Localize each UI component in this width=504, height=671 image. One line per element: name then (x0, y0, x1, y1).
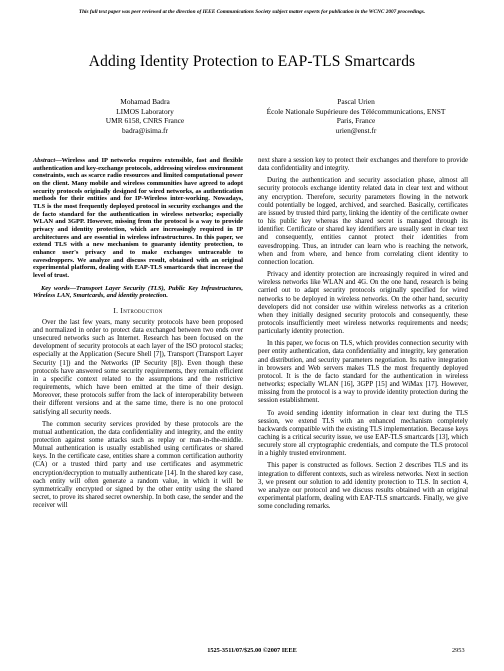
author-affiliation: LIMOS Laboratory (116, 106, 174, 116)
left-column (33, 157, 243, 514)
body-paragraph: To avoid sending identity information in clear text during the TLS session, we extend TLS with an enhanced mechanism completely backwards compatible with the existing TLS implementation. Because keys caching is a critical security issue, we use EAP-TLS smartcards [13], which securely store all cryptographic credentials, and compute the TLS protocol in a highly trusted environment. (258, 409, 468, 458)
body-paragraph: next share a session key to protect their exchanges and therefore to provide data confidentiality and integrity. (258, 157, 468, 173)
author-name: Mohamad Badra (120, 97, 170, 106)
abstract (33, 157, 243, 280)
paper-title: Adding Identity Protection to EAP-TLS Smartcards (88, 53, 416, 70)
body-paragraph: Privacy and identity protection are increasingly required in wired and wireless networks like WLAN and 4G. On the one hand, research is being carried out to adapt security protocols originally specified for wired networks to be deployed in wireless networks. On the other hand, security developers did not consider use within wireless networks as a criterion when they initially designed security protocols and consequently, these protocols insufficiently meet wireless networks requirements and needs; particularly identity protection. (258, 271, 468, 336)
body-paragraph: In this paper, we focus on TLS, which provides connection security with peer entity authentication, data confidentiality and integrity, key generation and distribution, and security parameters negotiation. Its native integration in browsers and Web servers makes TLS the most frequently deployed protocol. It is the de facto standard for the authentication in wireless networks; especially WLAN [16], 3GPP [15] and WiMax [17]. However, missing from the protocol is a way to provide identity protection during the session establishment. (258, 340, 468, 405)
author-affiliation: Paris, France (336, 116, 376, 126)
peer-review-note: This full text paper was peer reviewed at the direction of IEEE Communications Society subject matter experts for publication in the WCNC 2007 proceedings. (78, 9, 426, 15)
body-paragraph: The common security services provided by these protocols are the mutual authentication, the data confidentiality and integrity, and the entity protection against some attacks such as replay or man-in-the-middle. Mutual authentication is usually established using certificates or shared keys. In the certificate case, entities share a common certification authority (CA) or a trusted third party and use certificates and asymmetric encryption/decryption to mutually authenticate [14]. In the shared key case, each entity will often generate a random value, in which it will be symmetrically encrypted or signed by the other entity using the shared secret, to prove its shared secret ownership. In both case, the sender and the receiver will (33, 420, 243, 510)
author-block-1 (70, 97, 220, 135)
author-email: badra@isima.fr (121, 125, 168, 135)
abstract-text: —Wireless and IP networks requires extensible, fast and flexible authentication and key-exchange protocols, addressing wireless environment constraints, such as scarce radio resources and limited computational power on the client. Many mobile and wireless communities have agreed to adopt security protocols originally designed for wired networks, as authentication methods for their entities and for IP-Wireless inter-working. Nowadays, TLS is the most frequently deployed protocol in security exchanges and the de facto standard for the authentication in wireless networks; especially WLAN and 3GPP. However, missing from the protocol is a way to provide privacy and identity protection, which are increasingly required in IP architectures and are essential in wireless infrastructures. In this paper, we extend TLS with a new mechanism to guaranty identity protection, to enhance user's privacy and to make exchanges untraceable to eavesdroppers. We analyze and discuss result, obtained with an original experimental platform, dealing with EAP-TLS smartcards that increase the level of trust. (33, 157, 244, 279)
author-email: urien@enst.fr (335, 125, 377, 135)
author-name: Pascal Urien (337, 97, 375, 106)
body-paragraph: Over the last few years, many security protocols have been proposed and normalized in order to protect data exchanged between two ends over unsecured networks such as Internet. Research has been focused on the development of security protocols at each layer of the ISO protocol stacks; especially at the Application (Secure Shell [7]), Transport (Transport Layer Security [1]) and the Networks (IP Security [8]). Even though these protocols have answered some security requirements, they remain efficient in a specific context related to the assumptions and the restrictive requirements, which have been emitted at the time of their design. Moreover, these protocols suffer from the lack of interoperability between their different versions and at the same time, there is no one protocol satisfying all security needs. (33, 318, 243, 416)
author-affiliation: UMR 6158, CNRS France (105, 116, 185, 126)
copyright-footer: 1525-3511/07/$25.00 ©2007 IEEE (207, 647, 297, 654)
page-number: 2953 (452, 647, 465, 654)
body-paragraph: This paper is constructed as follows. Section 2 describes TLS and its integration to different contexts, such as wireless networks. Next in section 3, we present our solution to add identity protection to TLS. In section 4, we analyze our protocol and we discuss results obtained with an original experimental platform, dealing with EAP-TLS smartcards. Finally, we give some concluding remarks. (258, 462, 468, 511)
abstract-label: Abstract (33, 157, 56, 164)
body-paragraph: During the authentication and security association phase, almost all security protocols exchange identity related data in clear text and without any encryption. Therefore, security parameters flowing in the network could potentially be logged, archived, and searched. Basically, certificates are issued by trusted third party, linking the identity of the certificate owner to his public key whereas the shared secret is managed through its identifier. Certificate or shared key identifiers are usually sent in clear text and consequently, entities cannot protect their identities from eavesdropping. Thus, an intruder can learn who is reaching the network, when and from where, and hence from correlating client identity to connection location. (258, 177, 468, 266)
author-block-2 (256, 97, 456, 135)
author-affiliation: École Nationale Supérieure des Télécommunications, ENST (266, 106, 446, 116)
keywords: Key words—Transport Layer Security (TLS), Public Key Infrastructures, Wireless LAN, Smartcards, and identity protection. (33, 284, 243, 300)
right-column (258, 157, 468, 515)
section-heading-introduction: I. Introduction (113, 305, 163, 315)
